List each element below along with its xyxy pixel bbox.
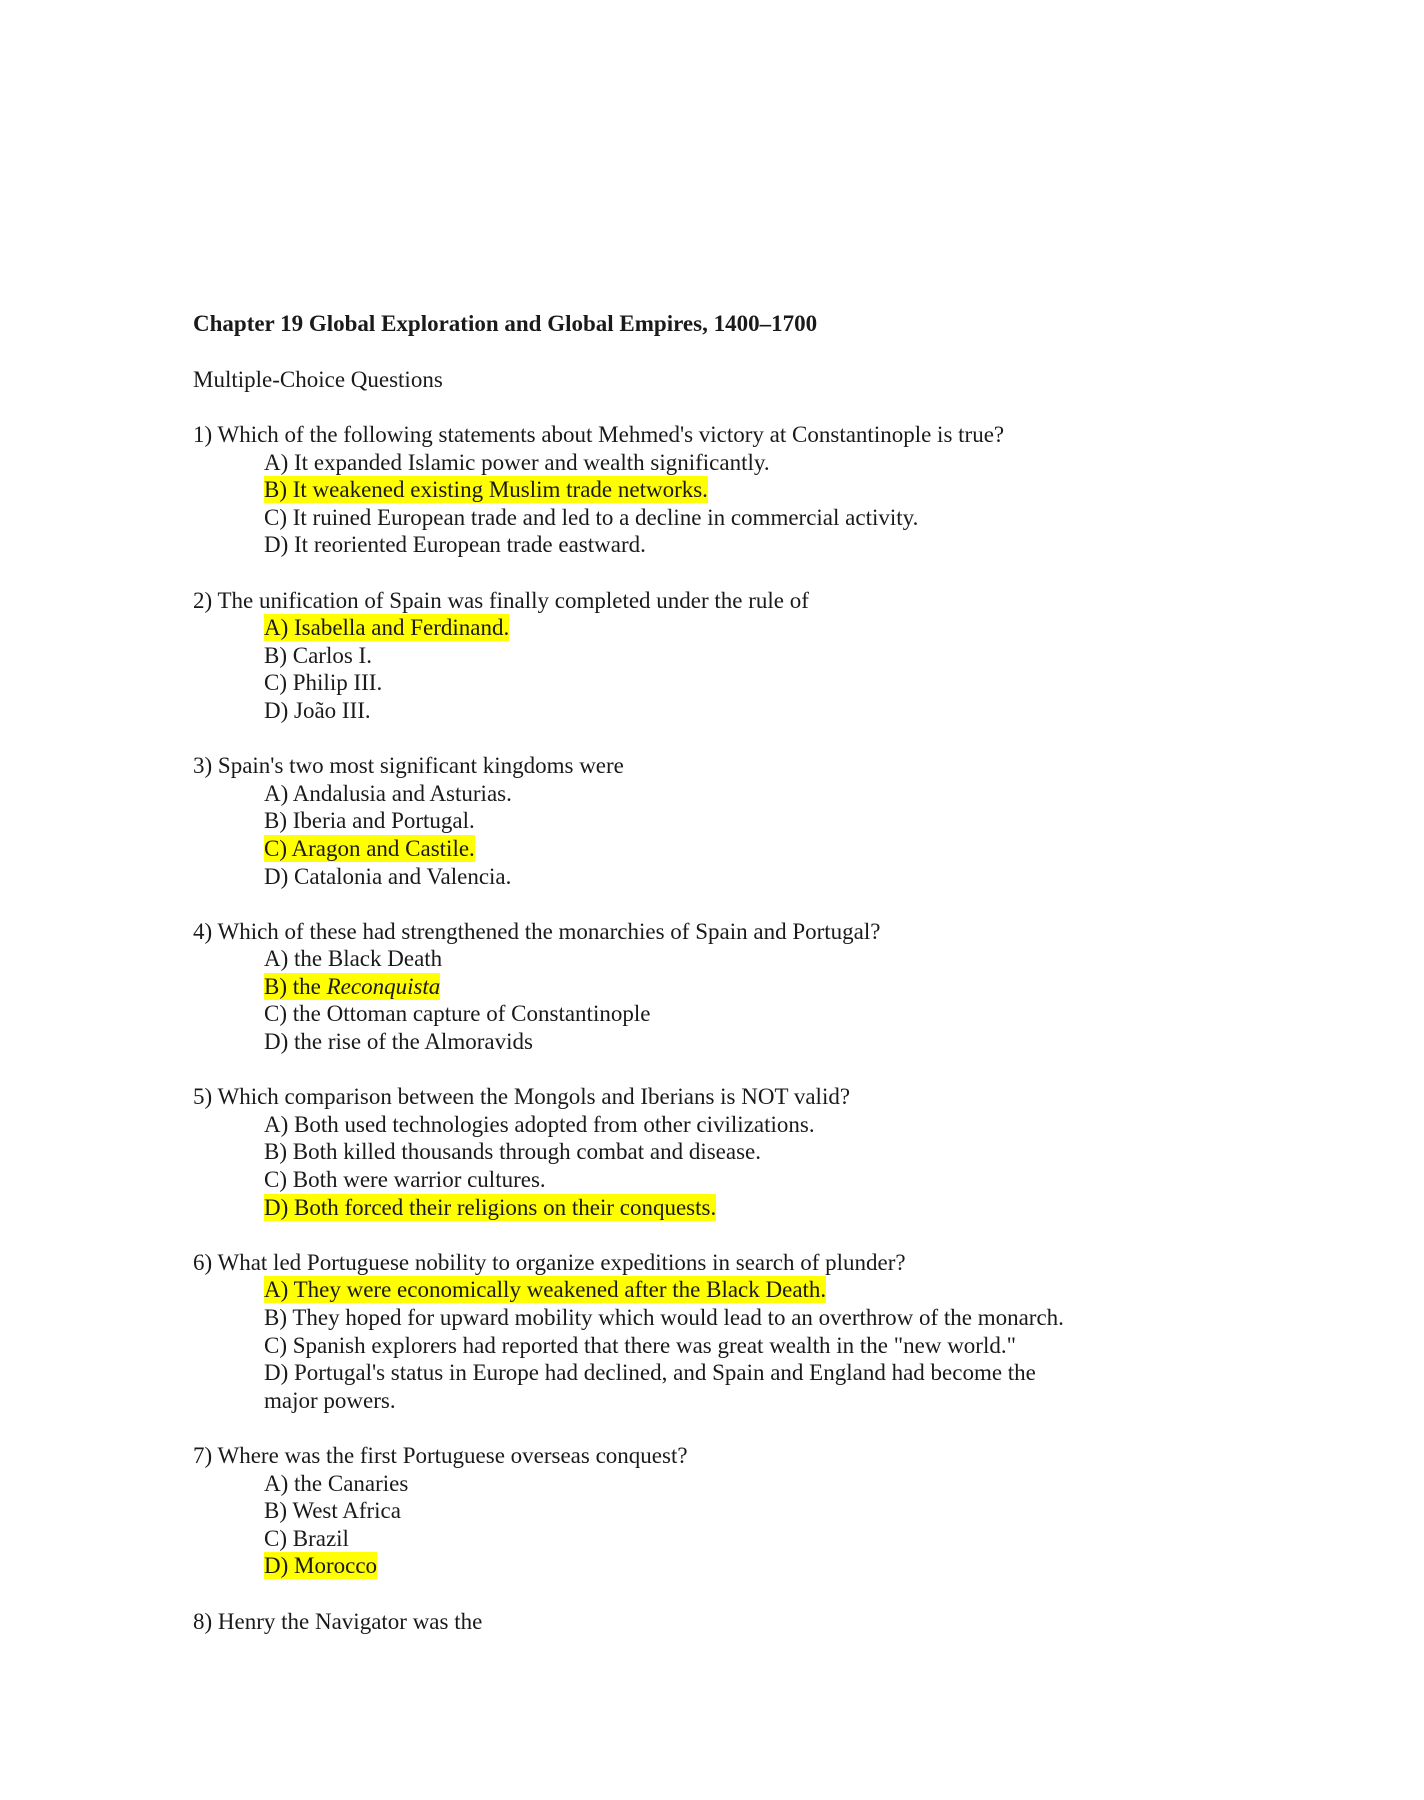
answer-options — [193, 1276, 1193, 1414]
answer-label: D) Portugal's status in Europe had declined, and Spain and England had become the major powers. — [264, 1360, 1036, 1413]
answer-label: A) Both used technologies adopted from other civilizations. — [264, 1111, 815, 1137]
answer-label: D) Catalonia and Valencia. — [264, 863, 512, 889]
highlighted-answer — [264, 1552, 377, 1579]
answer-label: C) Aragon and Castile. — [264, 835, 475, 861]
section-subtitle: Multiple-Choice Questions — [193, 367, 443, 392]
question-stem: 1) Which of the following statements about Mehmed's victory at Constantinople is true? — [193, 422, 1005, 447]
answer-text — [264, 780, 512, 807]
answer-label: C) the Ottoman capture of Constantinople — [264, 1001, 651, 1027]
answer-option — [264, 807, 1193, 835]
answer-text — [264, 642, 372, 669]
answer-option — [264, 1332, 1193, 1360]
answer-label: B) Carlos I. — [264, 642, 372, 668]
answer-label: D) Both forced their religions on their conquests. — [264, 1194, 717, 1220]
answer-option — [264, 1304, 1193, 1332]
answer-label: A) They were economically weakened after the Black Death. — [264, 1277, 827, 1303]
answer-label: A) Andalusia and Asturias. — [264, 780, 512, 806]
answer-text — [264, 1000, 650, 1027]
answer-option — [264, 531, 1193, 559]
answer-option — [264, 1470, 1193, 1498]
answer-options — [193, 614, 1193, 724]
answer-label: C) Philip III. — [264, 670, 383, 696]
answer-label: B) West Africa — [264, 1498, 401, 1524]
question-item — [193, 752, 1193, 890]
answer-option — [264, 835, 1193, 863]
question-stem: 2) The unification of Spain was finally completed under the rule of — [193, 587, 809, 613]
answer-text — [264, 449, 770, 476]
question-stem: 3) Spain's two most significant kingdoms were — [193, 753, 624, 779]
answer-label: B) They hoped for upward mobility which would lead to an overthrow of the monarch. — [264, 1305, 1064, 1330]
answer-option — [264, 614, 1193, 642]
answer-label: A) Isabella and Ferdinand. — [264, 615, 510, 641]
answer-option — [264, 449, 1193, 477]
answer-label: D) João III. — [264, 697, 371, 723]
answer-option — [264, 504, 1193, 532]
answer-options — [193, 1111, 1193, 1221]
answer-label: A) It expanded Islamic power and wealth significantly. — [264, 449, 770, 475]
answer-text — [264, 1111, 815, 1138]
answer-option — [264, 1138, 1193, 1166]
answer-option — [264, 1525, 1193, 1553]
question-item — [193, 1249, 1193, 1415]
answer-italic-term: Reconquista — [326, 973, 441, 999]
answer-text — [264, 1332, 1016, 1359]
answer-option — [264, 1552, 1193, 1580]
answer-label: D) It reoriented European trade eastward. — [264, 532, 646, 558]
chapter-title: Chapter 19 Global Exploration and Global Empires, 1400‒1700 — [193, 311, 818, 336]
answer-label: D) Morocco — [264, 1553, 378, 1579]
answer-options — [193, 449, 1193, 559]
answer-label: D) the rise of the Almoravids — [264, 1029, 533, 1055]
answer-option — [264, 642, 1193, 670]
question-stem: 6) What led Portuguese nobility to organize expeditions in search of plunder? — [193, 1249, 906, 1275]
highlighted-answer — [264, 614, 509, 641]
answer-label: B) It weakened existing Muslim trade networks. — [264, 477, 708, 503]
question-item — [193, 421, 1193, 559]
answer-label: B) the — [264, 973, 327, 999]
answer-label: A) the Canaries — [264, 1470, 409, 1496]
answer-text — [264, 1525, 349, 1552]
answer-option — [264, 780, 1193, 808]
answer-option — [264, 1111, 1193, 1139]
answer-option — [264, 1276, 1193, 1304]
answer-label: C) Spanish explorers had reported that there was great wealth in the "new world." — [264, 1332, 1016, 1358]
answer-text — [264, 1166, 546, 1193]
answer-options — [193, 1470, 1193, 1580]
question-stem: 4) Which of these had strengthened the monarchies of Spain and Portugal? — [193, 918, 881, 944]
question-list — [193, 421, 1193, 1663]
answer-option — [264, 973, 1193, 1001]
answer-option — [264, 863, 1193, 891]
answer-text — [264, 669, 382, 696]
question-item — [193, 1083, 1193, 1221]
answer-text — [264, 531, 646, 558]
highlighted-answer — [264, 476, 708, 503]
answer-text — [264, 697, 371, 724]
question-stem: 5) Which comparison between the Mongols and Iberians is NOT valid? — [193, 1084, 851, 1110]
answer-text — [264, 1497, 401, 1524]
question-item — [193, 587, 1193, 725]
highlighted-answer — [264, 1194, 716, 1221]
answer-label: C) It ruined European trade and led to a decline in commercial activity. — [264, 504, 919, 530]
highlighted-answer — [264, 973, 440, 1000]
answer-label: C) Brazil — [264, 1525, 349, 1551]
answer-text — [264, 1028, 533, 1055]
answer-option — [264, 1194, 1193, 1222]
answer-label: B) Both killed thousands through combat and disease. — [264, 1139, 761, 1165]
question-item — [193, 1442, 1193, 1580]
answer-options — [193, 780, 1193, 890]
answer-option — [264, 476, 1193, 504]
answer-text — [264, 1359, 1036, 1414]
answer-option — [264, 1000, 1193, 1028]
answer-text — [264, 504, 918, 531]
answer-label: B) Iberia and Portugal. — [264, 808, 475, 834]
highlighted-answer — [264, 1276, 826, 1303]
answer-option — [264, 697, 1193, 725]
answer-option — [264, 1166, 1193, 1194]
answer-options — [193, 945, 1193, 1055]
answer-text — [264, 1470, 408, 1497]
answer-option — [264, 1359, 1084, 1414]
answer-text — [264, 863, 511, 890]
answer-option — [264, 945, 1193, 973]
answer-text — [264, 807, 475, 834]
answer-text — [264, 1304, 1064, 1331]
answer-text — [264, 1138, 761, 1165]
answer-option — [264, 1497, 1193, 1525]
question-item — [193, 1608, 1193, 1636]
answer-option — [264, 669, 1193, 697]
answer-text — [264, 945, 442, 972]
question-item — [193, 918, 1193, 1056]
answer-label: A) the Black Death — [264, 946, 443, 972]
answer-label: C) Both were warrior cultures. — [264, 1167, 546, 1193]
question-stem: 8) Henry the Navigator was the — [193, 1608, 483, 1634]
answer-option — [264, 1028, 1193, 1056]
highlighted-answer — [264, 835, 475, 862]
question-stem: 7) Where was the first Portuguese overseas conquest? — [193, 1442, 688, 1468]
